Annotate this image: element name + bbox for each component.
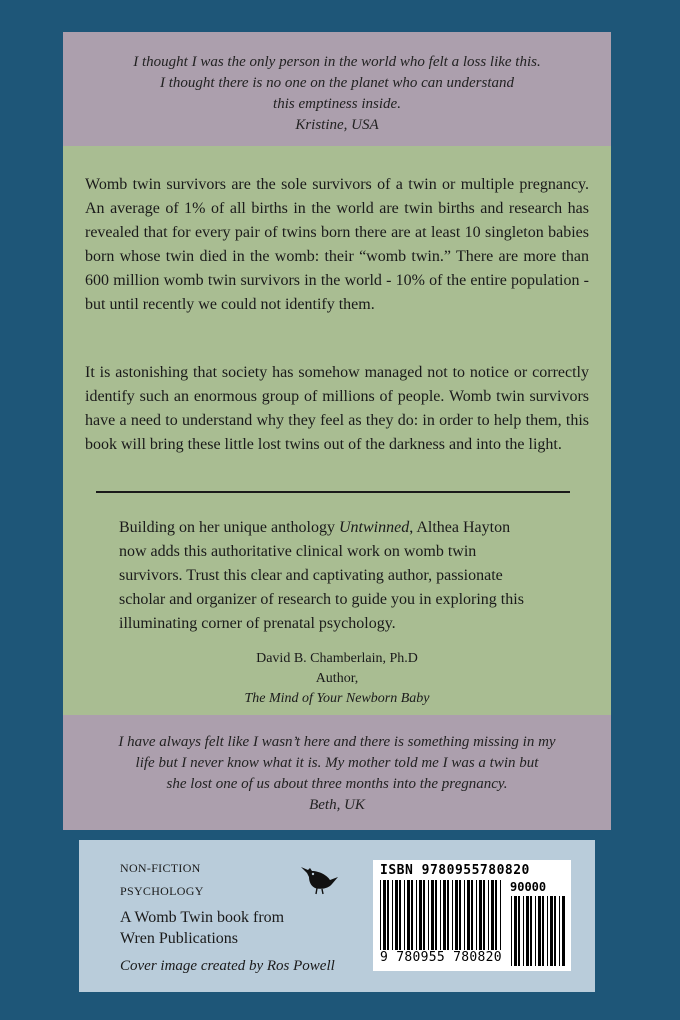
bottom-quote-panel: [63, 715, 611, 830]
barcode-bar: [411, 880, 413, 950]
endorser-role: [63, 669, 611, 709]
barcode-bar: [562, 896, 565, 966]
barcode-bar: [559, 896, 560, 966]
barcode-bar: [423, 880, 425, 950]
barcode-bar: [459, 880, 461, 950]
barcode-bar: [476, 880, 477, 950]
barcode-bar: [464, 880, 465, 950]
barcode-bar: [535, 896, 536, 966]
endorsement-book-title: Untwinned: [338, 519, 410, 536]
endorser-name: David B. Chamberlain, Ph.D: [256, 651, 418, 666]
bottom-quote-attribution: Beth, UK: [309, 797, 365, 813]
barcode-bar: [550, 896, 553, 966]
barcode-bar: [395, 880, 398, 950]
bottom-quote-line: life but I never know what it is. My mother told me I was a twin but: [135, 755, 539, 771]
barcode-bar: [435, 880, 437, 950]
barcode-bar: [495, 880, 497, 950]
barcode-bar: [447, 880, 449, 950]
category-label: NON-FICTION: [120, 861, 201, 875]
category-label: PSYCHOLOGY: [120, 884, 204, 898]
bottom-quote-line: she lost one of us about three months into the pregnancy.: [166, 776, 508, 792]
barcode-bar: [443, 880, 446, 950]
barcode-bar: [399, 880, 401, 950]
barcode-bar: [428, 880, 429, 950]
body-paragraph-2: It is astonishing that society has somehow managed not to notice or correctly identify such an enormous group of millions of people. Womb twin survivors have a need to understand why they feel as they do: in order to help them, this book will bring these little lost twins out of the darkness and into the light.: [85, 364, 589, 453]
wren-bird-icon: [297, 860, 341, 896]
publisher-line: Wren Publications: [120, 930, 238, 947]
endorser-book-title: The Mind of Your Newborn Baby: [244, 691, 430, 706]
barcode-bar: [431, 880, 434, 950]
ean-digits: 9 780955 780820: [380, 950, 502, 965]
barcode-bar: [526, 896, 529, 966]
top-quote-line: I thought I was the only person in the world who felt a loss like this.: [133, 54, 541, 70]
barcode-bar: [467, 880, 470, 950]
barcode-bar: [530, 896, 532, 966]
barcode-addon-digits: 90000: [510, 880, 547, 894]
publisher-text: [120, 907, 284, 949]
barcode-bar: [471, 880, 473, 950]
barcode-bar: [554, 896, 556, 966]
barcode-bar: [479, 880, 482, 950]
top-quote: [63, 32, 611, 136]
publisher-line: A Womb Twin book from: [120, 909, 285, 926]
bottom-quote: [63, 715, 611, 816]
top-quote-line: I thought there is no one on the planet who can understand: [160, 75, 514, 91]
barcode-bar: [483, 880, 485, 950]
barcode-bar: [455, 880, 458, 950]
endorsement-text: [119, 516, 539, 636]
barcode-bar: [383, 880, 386, 950]
top-quote-attribution: Kristine, USA: [295, 117, 379, 133]
main-text-panel: [63, 146, 611, 715]
publisher-info-panel: [79, 840, 595, 992]
top-quote-line: this emptiness inside.: [273, 96, 401, 112]
barcode-bar: [491, 880, 494, 950]
barcode-bar: [547, 896, 548, 966]
barcode-bar: [488, 880, 489, 950]
barcode-bar: [511, 896, 512, 966]
bottom-quote-line: I have always felt like I wasn’t here and there is something missing in my: [118, 734, 556, 750]
barcode-bar: [404, 880, 405, 950]
section-divider: [96, 491, 570, 493]
barcode-bar: [514, 896, 517, 966]
endorsement-text-start: Building on her unique anthology: [119, 519, 339, 536]
barcode-bar: [523, 896, 524, 966]
barcode-bar: [392, 880, 393, 950]
barcode-bar: [440, 880, 441, 950]
endorsement-text-end: , Althea Hayton now adds this authoritative clinical work on womb twin survivors. Trust this clear and captivating author, passionate scholar and organizer of research to guide you in exploring this illuminating corner of prenatal psychology.: [119, 519, 524, 632]
barcode-bar: [518, 896, 520, 966]
barcode-bar: [452, 880, 453, 950]
barcode-bar: [542, 896, 544, 966]
barcode-bar: [419, 880, 422, 950]
barcode-bar: [500, 880, 501, 950]
top-quote-panel: [63, 32, 611, 146]
barcode-bar: [538, 896, 541, 966]
barcode-bar: [380, 880, 381, 950]
endorsement-attribution: [63, 649, 611, 709]
body-paragraph-1: Womb twin survivors are the sole survivors of a twin or multiple pregnancy. An average of 1% of all births in the world are twin births and research has revealed that for every pair of twins born there are at least 10 singleton babies born whose twin died in the womb: their “womb twin.” There are more than 600 million womb twin survivors in the world - 10% of the entire population - but until recently we could not identify them.: [85, 176, 589, 313]
isbn-barcode: [373, 860, 571, 971]
barcode-bar: [407, 880, 410, 950]
barcode-bar: [387, 880, 389, 950]
isbn-label: ISBN 9780955780820: [380, 863, 530, 878]
cover-credit: Cover image created by Ros Powell: [120, 958, 335, 974]
barcode-bar: [416, 880, 417, 950]
endorser-role-prefix: Author,: [315, 671, 359, 686]
